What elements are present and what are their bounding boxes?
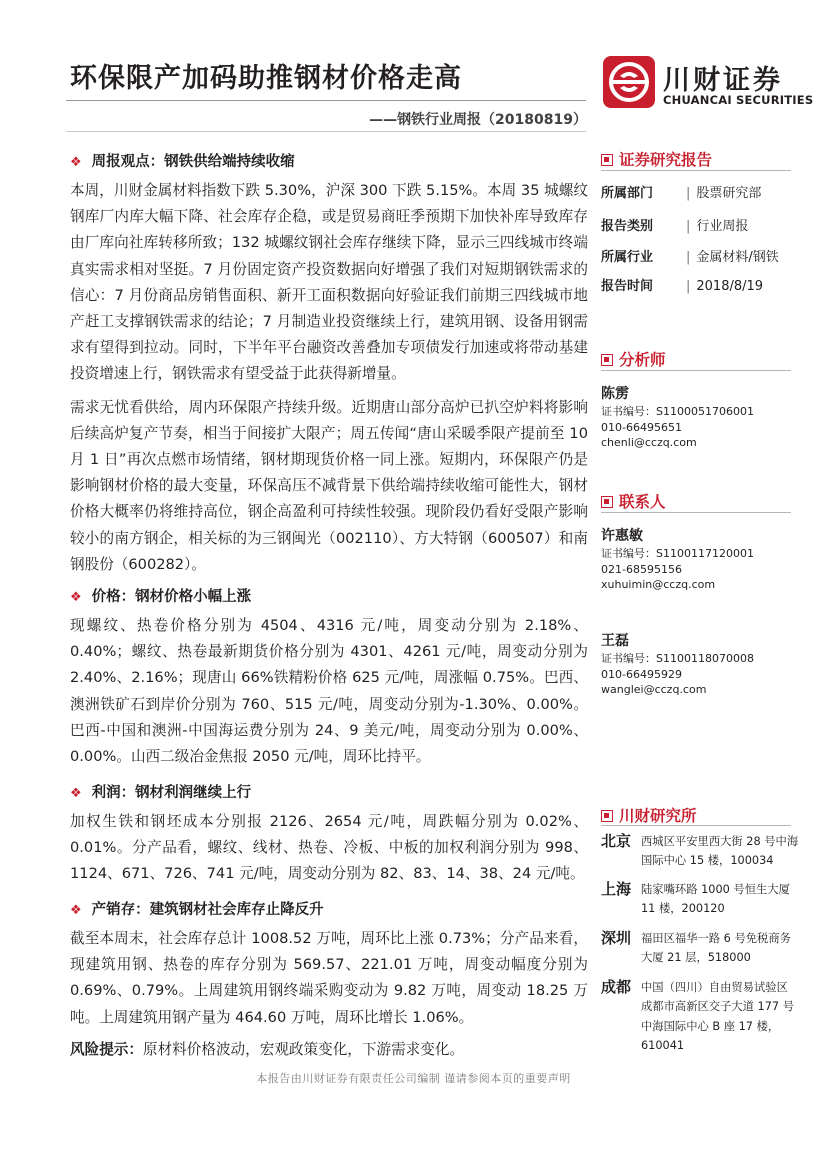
office-city: 成都 (601, 978, 632, 996)
sidebar-heading-analyst: 分析师 (601, 348, 666, 370)
contact-name: 许惠敏 (601, 528, 643, 544)
header-rule (66, 100, 586, 101)
section-heading-view: ❖ 周报观点：钢铁供给端持续收缩 (70, 154, 295, 170)
risk-text: 原材料价格波动，宏观政策变化，下游需求变化。 (142, 1041, 465, 1058)
contact-phone: 021-68595156 (601, 562, 682, 576)
contact-phone: 010-66495929 (601, 667, 682, 681)
sidebar-heading-institute: 川财研究所 (601, 804, 697, 826)
logo-text-en: CHUANCAI SECURITIES (663, 93, 814, 107)
contact-card (601, 526, 754, 593)
analyst-email[interactable]: chenli@cczq.com (601, 436, 697, 449)
contact-name: 王磊 (601, 633, 629, 649)
square-bullet-icon (601, 810, 613, 822)
contact-card (601, 631, 754, 698)
sidebar-rule (601, 370, 791, 371)
square-bullet-icon (601, 496, 613, 508)
diamond-bullet-icon: ❖ (70, 590, 82, 605)
square-bullet-icon (601, 354, 613, 366)
disclaimer-footer: 本报告由川财证券有限责任公司编制 谨请参阅本页的重要声明 (256, 1072, 571, 1085)
office-chengdu (601, 976, 797, 1060)
report-subtitle: ——钢铁行业周报（20180819） (369, 112, 587, 128)
info-row-date: 报告时间 | 2018/8/19 (601, 279, 764, 294)
sidebar-heading-report: 证券研究报告 (601, 148, 712, 170)
sidebar-heading-contact: 联系人 (601, 490, 666, 512)
analyst-name: 陈雳 (601, 386, 629, 402)
paragraph: 加权生铁和钢坯成本分别报 2126、2654 元/吨，周跌幅分别为 0.02%、0.01%。分产品看，螺纹、线材、热卷、冷板、中板的加权利润分别为 998、1124、671、726、741 元/吨，周变动分别为 82、83、14、38、24 元/吨。 (70, 813, 588, 883)
contact-cert: 证书编号：S1100118070008 (601, 652, 754, 665)
logo-text-cn: 川财证券 (663, 65, 783, 96)
diamond-bullet-icon: ❖ (70, 786, 82, 801)
risk-warning (70, 1037, 588, 1063)
paragraph: 截至本周末，社会库存总计 1008.52 万吨，周环比上涨 0.73%；分产品来看，现建筑用钢、热卷的库存分别为 569.57、221.01 万吨，周变动幅度分别为 0.69%、0.79%。上周建筑用钢终端采购变动为 9.82 万吨，周变动 18.25 万吨。上周建筑用钢产量为 464.60 万吨，周环比增长 1.06%。 (70, 930, 588, 1026)
office-city: 上海 (601, 880, 632, 898)
contact-email[interactable]: wanglei@cczq.com (601, 683, 707, 696)
sidebar-rule (601, 512, 791, 513)
risk-label: 风险提示： (70, 1041, 143, 1058)
section-heading-price: ❖ 价格：钢材价格小幅上涨 (70, 589, 252, 605)
office-address: 陆家嘴环路 1000 号恒生大厦 11 楼，200120 (641, 883, 790, 916)
section-heading-profit: ❖ 利润：钢材利润继续上行 (70, 785, 252, 801)
office-shanghai (601, 878, 797, 922)
office-shenzhen (601, 927, 797, 971)
office-beijing (601, 830, 797, 874)
diamond-bullet-icon: ❖ (70, 903, 82, 918)
paragraph: 需求无忧看供给，周内环保限产持续升级。近期唐山部分高炉已扒空炉料将影响后续高炉复产节奏，相当于间接扩大限产；周五传闻“唐山采暖季限产提前至 10 月 1 日”再次点燃市场情绪，钢材期现货价格一同上涨。短期内，环保限产仍是影响钢材价格的最大变量，环保高压不减背景下供给端持续收缩可能性大，钢材价格大概率仍将维持高位，钢企高盈利可持续性较强。现阶段仍看好受限产影响较小的南方钢企，相关标的为三钢闽光（002110）、方大特钢（600507）和南钢股份（600282）。 (70, 398, 588, 573)
section-heading-inventory: ❖ 产销存：建筑钢材社会库存止降反升 (70, 902, 324, 918)
office-address: 西城区平安里西大街 28 号中海国际中心 15 楼，100034 (641, 835, 799, 868)
section-body-view (70, 178, 588, 578)
analyst-card (601, 384, 754, 451)
office-city: 北京 (601, 832, 632, 850)
analyst-cert: 证书编号：S1100051706001 (601, 405, 754, 418)
office-address: 中国（四川）自由贸易试验区成都市高新区交子大道 177 号中海国际中心 B 座 17 楼，610041 (641, 981, 795, 1052)
contact-email[interactable]: xuhuimin@cczq.com (601, 578, 716, 591)
section-body-inventory (70, 926, 588, 1031)
contact-cert: 证书编号：S1100117120001 (601, 547, 754, 560)
info-row-department: 所属部门 | 股票研究部 (601, 186, 762, 201)
office-city: 深圳 (601, 929, 632, 947)
info-row-category: 报告类别 | 行业周报 (601, 219, 749, 234)
info-row-industry: 所属行业 | 金属材料/钢铁 (601, 250, 779, 265)
analyst-phone: 010-66495651 (601, 420, 682, 434)
paragraph: 现螺纹、热卷价格分别为 4504、4316 元/吨，周变动分别为 2.18%、0.40%；螺纹、热卷最新期货价格分别为 4301、4261 元/吨，周变动分别为 2.40%、2.16%；现唐山 66%铁精粉价格 625 元/吨，周涨幅 0.75%。巴西、澳洲铁矿石到岸价分别为 760、515 元/吨，周变动分别为-1.30%、0.00%。巴西-中国和澳洲-中国海运费分别为 24、9 美元/吨，周变动分别为 0.00%、0.00%。山西二级冶金焦报 2050 元/吨，周环比持平。 (70, 617, 588, 766)
square-bullet-icon (601, 154, 613, 166)
diamond-bullet-icon: ❖ (70, 155, 82, 170)
section-body-profit (70, 809, 588, 888)
header-subrule (66, 131, 586, 132)
section-body-price (70, 613, 588, 770)
paragraph: 本周，川财金属材料指数下跌 5.30%，沪深 300 下跌 5.15%。本周 35 城螺纹钢库厂内库大幅下降、社会库存企稳，或是贸易商旺季预期下加快补库导致库存由厂库向社库转移所致；132 城螺纹钢社会库存继续下降，显示三四线城市终端真实需求相对坚挺。7 月份固定资产投资数据向好增强了我们对短期钢铁需求的信心：7 月份商品房销售面积、新开工面积数据向好验证我们前期三四线城市地产赶工支撑钢铁需求的结论；7 月制造业投资继续上行，建筑用钢、设备用钢需求有望得到拉动。同时，下半年平台融资改善叠加专项债发行加速或将带动基建投资增速上行，钢铁需求有望受益于此获得新增量。 (70, 182, 588, 383)
sidebar-rule (601, 170, 791, 171)
sidebar-rule (601, 825, 791, 826)
report-title: 环保限产加码助推钢材价格走高 (70, 63, 462, 94)
office-address: 福田区福华一路 6 号免税商务大厦 21 层，518000 (641, 932, 791, 965)
